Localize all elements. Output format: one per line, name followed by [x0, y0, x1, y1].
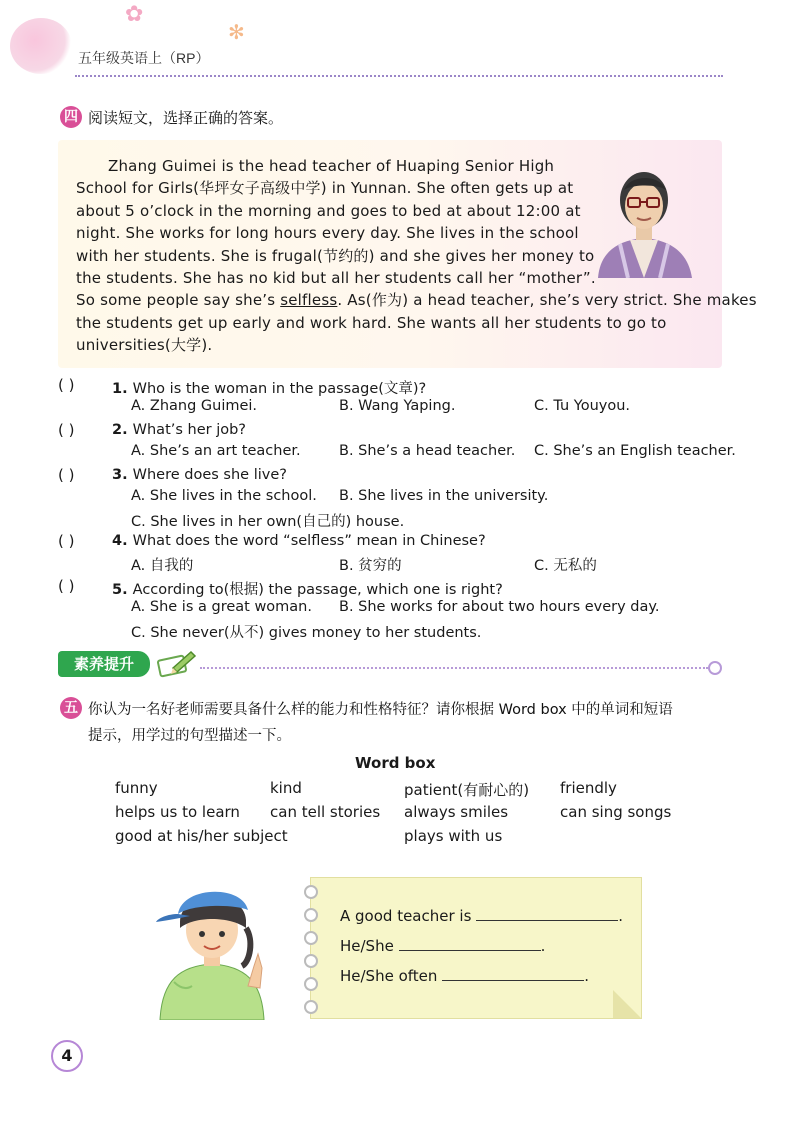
card-fold: [613, 990, 641, 1018]
header-decoration: [10, 18, 72, 74]
skill-divider: [200, 667, 708, 669]
question-5: [112, 578, 503, 599]
binder-ring: [304, 1000, 318, 1014]
word-box-title: Word box: [355, 754, 436, 772]
passage-line: the students. She has no kid but all her students call her “mother”.: [76, 269, 596, 287]
answer-bracket[interactable]: ( ): [58, 421, 75, 439]
question-2: [112, 422, 246, 438]
passage-text: . As(作为) a head teacher, she’s very strict. She makes: [337, 291, 757, 309]
girl-illustration: [150, 870, 280, 1020]
sentence-stem: A good teacher is: [340, 907, 472, 925]
underlined-word: selfless: [280, 291, 338, 309]
word-box-item: patient(有耐心的): [404, 781, 530, 799]
option-c[interactable]: C. Tu Youyou.: [534, 398, 631, 414]
flower-icon: ✻: [228, 20, 245, 44]
period: .: [584, 967, 589, 985]
answer-blank[interactable]: [442, 980, 584, 981]
sentence-line: [340, 907, 623, 925]
section-5-title-line-2: 提示，用学过的句型描述一下。: [88, 728, 291, 744]
binder-ring: [304, 885, 318, 899]
section-4-title: 阅读短文，选择正确的答案。: [88, 109, 284, 127]
passage-line: Zhang Guimei is the head teacher of Huaping Senior High: [108, 157, 555, 175]
divider-end-dot: [708, 661, 722, 675]
option-c[interactable]: C. She’s an English teacher.: [534, 443, 736, 459]
answer-bracket[interactable]: ( ): [58, 466, 75, 484]
option-a[interactable]: A. She’s an art teacher.: [131, 443, 301, 459]
option-b[interactable]: B. She lives in the university.: [339, 488, 549, 504]
answer-bracket[interactable]: ( ): [58, 577, 75, 595]
question-text: According to(根据) the passage, which one is right?: [132, 582, 503, 598]
period: .: [540, 937, 546, 955]
question-number: 2.: [112, 422, 133, 438]
word-box-item: good at his/her subject: [115, 827, 288, 845]
sentence-stem: He/She often: [340, 967, 438, 985]
passage-line: School for Girls(华坪女子高级中学) in Yunnan. She often gets up at: [76, 179, 574, 197]
teacher-portrait: [590, 160, 698, 278]
question-number: 1.: [112, 381, 133, 397]
sentence-stem: He/She: [340, 937, 394, 955]
word-box-item: always smiles: [404, 803, 509, 821]
word-box-item: kind: [270, 779, 302, 797]
section-5-title-line-1: 你认为一名好老师需要具备什么样的能力和性格特征？请你根据 Word box 中的单词和短语: [88, 702, 673, 718]
passage-line: the students get up early and work hard. She wants all her students to go to: [76, 314, 667, 332]
question-number: 5.: [112, 582, 133, 598]
pencil-notebook-icon: [155, 648, 197, 678]
question-3: [112, 467, 287, 483]
option-a[interactable]: A. She lives in the school.: [131, 488, 317, 504]
passage-line: with her students. She is frugal(节约的) and she gives her money to: [76, 247, 595, 265]
header-divider: [75, 75, 723, 77]
option-a[interactable]: A. 自我的: [131, 558, 194, 574]
binder-ring: [304, 977, 318, 991]
option-b[interactable]: B. 贫穷的: [339, 558, 402, 574]
option-a[interactable]: A. She is a great woman.: [131, 599, 312, 615]
binder-ring: [304, 954, 318, 968]
answer-bracket[interactable]: ( ): [58, 376, 75, 394]
page-number: 4: [51, 1040, 83, 1072]
passage-line: night. She works for long hours every day. She lives in the school: [76, 224, 579, 242]
option-b[interactable]: B. She works for about two hours every day.: [339, 599, 660, 615]
word-box-item: can sing songs: [560, 803, 672, 821]
option-b[interactable]: B. Wang Yaping.: [339, 398, 456, 414]
sentence-line: [340, 937, 545, 955]
option-c[interactable]: C. She lives in her own(自己的) house.: [131, 514, 405, 530]
binder-ring: [304, 931, 318, 945]
passage-text: So some people say she’s: [76, 291, 276, 309]
question-text: What’s her job?: [132, 422, 247, 438]
word-box-item: funny: [115, 779, 158, 797]
question-text: Who is the woman in the passage(文章)?: [132, 381, 427, 397]
option-b[interactable]: B. She’s a head teacher.: [339, 443, 516, 459]
option-c[interactable]: C. 无私的: [534, 558, 597, 574]
question-text: What does the word “selfless” mean in Chinese?: [132, 533, 486, 549]
answer-blank[interactable]: [399, 950, 541, 951]
binder-ring: [304, 908, 318, 922]
question-number: 3.: [112, 467, 133, 483]
passage-line: [76, 289, 757, 311]
question-1: [112, 377, 426, 398]
answer-bracket[interactable]: ( ): [58, 532, 75, 550]
book-title: 五年级英语上（RP）: [78, 50, 210, 66]
question-4: [112, 533, 486, 549]
skill-improvement-tag: 素养提升: [58, 651, 150, 677]
passage-line: universities(大学).: [76, 336, 213, 354]
word-box-item: friendly: [560, 779, 617, 797]
word-box-item: can tell stories: [270, 803, 381, 821]
period: .: [618, 907, 623, 925]
word-box-item: plays with us: [404, 827, 503, 845]
section-5-badge: 五: [60, 697, 82, 719]
question-number: 4.: [112, 533, 133, 549]
sentence-line: [340, 967, 589, 985]
question-text: Where does she live?: [132, 467, 287, 483]
word-box-item: helps us to learn: [115, 803, 240, 821]
answer-blank[interactable]: [476, 920, 618, 921]
flower-icon: ✿: [125, 2, 144, 27]
section-4-badge: 四: [60, 106, 82, 128]
passage-line: about 5 o’clock in the morning and goes to bed at about 12:00 at: [76, 202, 581, 220]
option-c[interactable]: C. She never(从不) gives money to her students.: [131, 625, 482, 641]
option-a[interactable]: A. Zhang Guimei.: [131, 398, 258, 414]
